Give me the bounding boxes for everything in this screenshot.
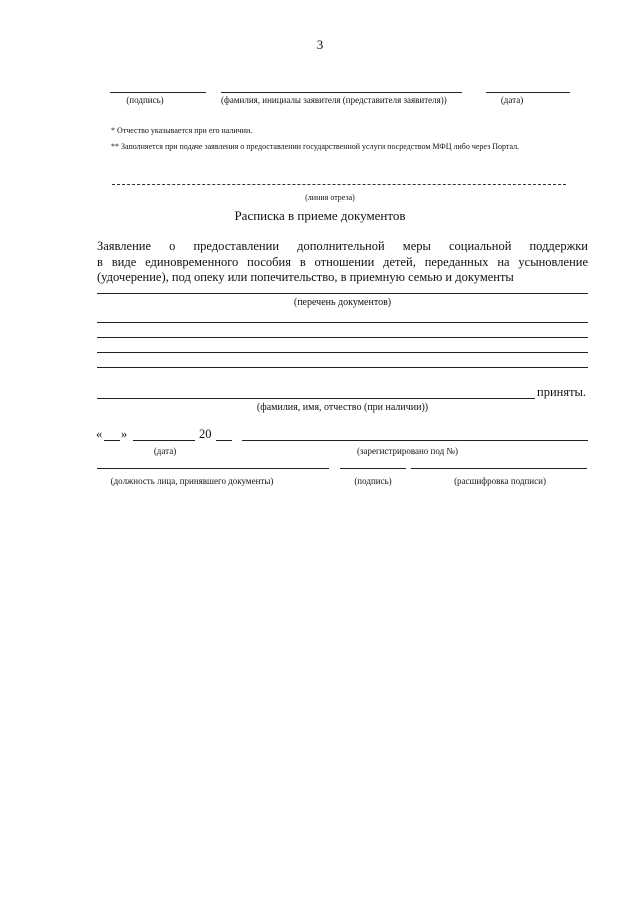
applicant-name-line [221, 92, 462, 93]
day-line [104, 440, 120, 441]
position-line [97, 468, 329, 469]
documents-list-line [97, 337, 588, 338]
footnote-mfc-portal: ** Заполняется при подаче заявления о предоставлении государственной услуги посредством МФЦ либо через Портал. [111, 142, 520, 151]
official-signature-caption: (подпись) [354, 476, 392, 486]
paragraph-line: в виде единовременного пособия в отношении детей, переданных на усыновление [97, 254, 588, 269]
date-line [486, 92, 570, 93]
accepted-word: приняты. [537, 385, 587, 399]
documents-list-line [97, 322, 588, 323]
signature-decode-caption: (расшифровка подписи) [454, 476, 546, 486]
month-line [133, 440, 195, 441]
applicant-name-caption: (фамилия, инициалы заявителя (представителя заявителя)) [221, 95, 447, 105]
position-caption: (должность лица, принявшего документы) [110, 476, 274, 486]
registered-caption: (зарегистрировано под №) [356, 446, 459, 456]
cut-line-caption: (линия отреза) [305, 193, 355, 202]
date-caption: (дата) [500, 95, 524, 105]
year-prefix: 20 [199, 427, 212, 441]
receipt-date-caption: (дата) [153, 446, 177, 456]
cut-line [112, 184, 566, 185]
footnote-patronymic: * Отчество указывается при его наличии. [111, 126, 253, 135]
signature-decode-line [411, 468, 587, 469]
official-signature-line [340, 468, 406, 469]
documents-list-line [97, 293, 588, 294]
registration-line [242, 440, 588, 441]
fio-line [97, 398, 535, 399]
date-open-quote: « [96, 427, 103, 441]
year-line [216, 440, 232, 441]
signature-caption: (подпись) [126, 95, 164, 105]
page-number: 3 [316, 37, 324, 52]
documents-list-line [97, 367, 588, 368]
receipt-title: Расписка в приеме документов [234, 208, 406, 223]
signature-line [110, 92, 206, 93]
documents-list-caption: (перечень документов) [293, 297, 392, 308]
receipt-paragraph [97, 239, 588, 286]
paragraph-line: (удочерение), под опеку или попечительство, в приемную семью и документы [97, 270, 514, 284]
documents-list-line [97, 352, 588, 353]
fio-caption: (фамилия, имя, отчество (при наличии)) [256, 402, 429, 413]
date-close-quote: » [121, 427, 128, 441]
paragraph-line: Заявление о предоставлении дополнительной меры социальной поддержки [97, 239, 588, 253]
